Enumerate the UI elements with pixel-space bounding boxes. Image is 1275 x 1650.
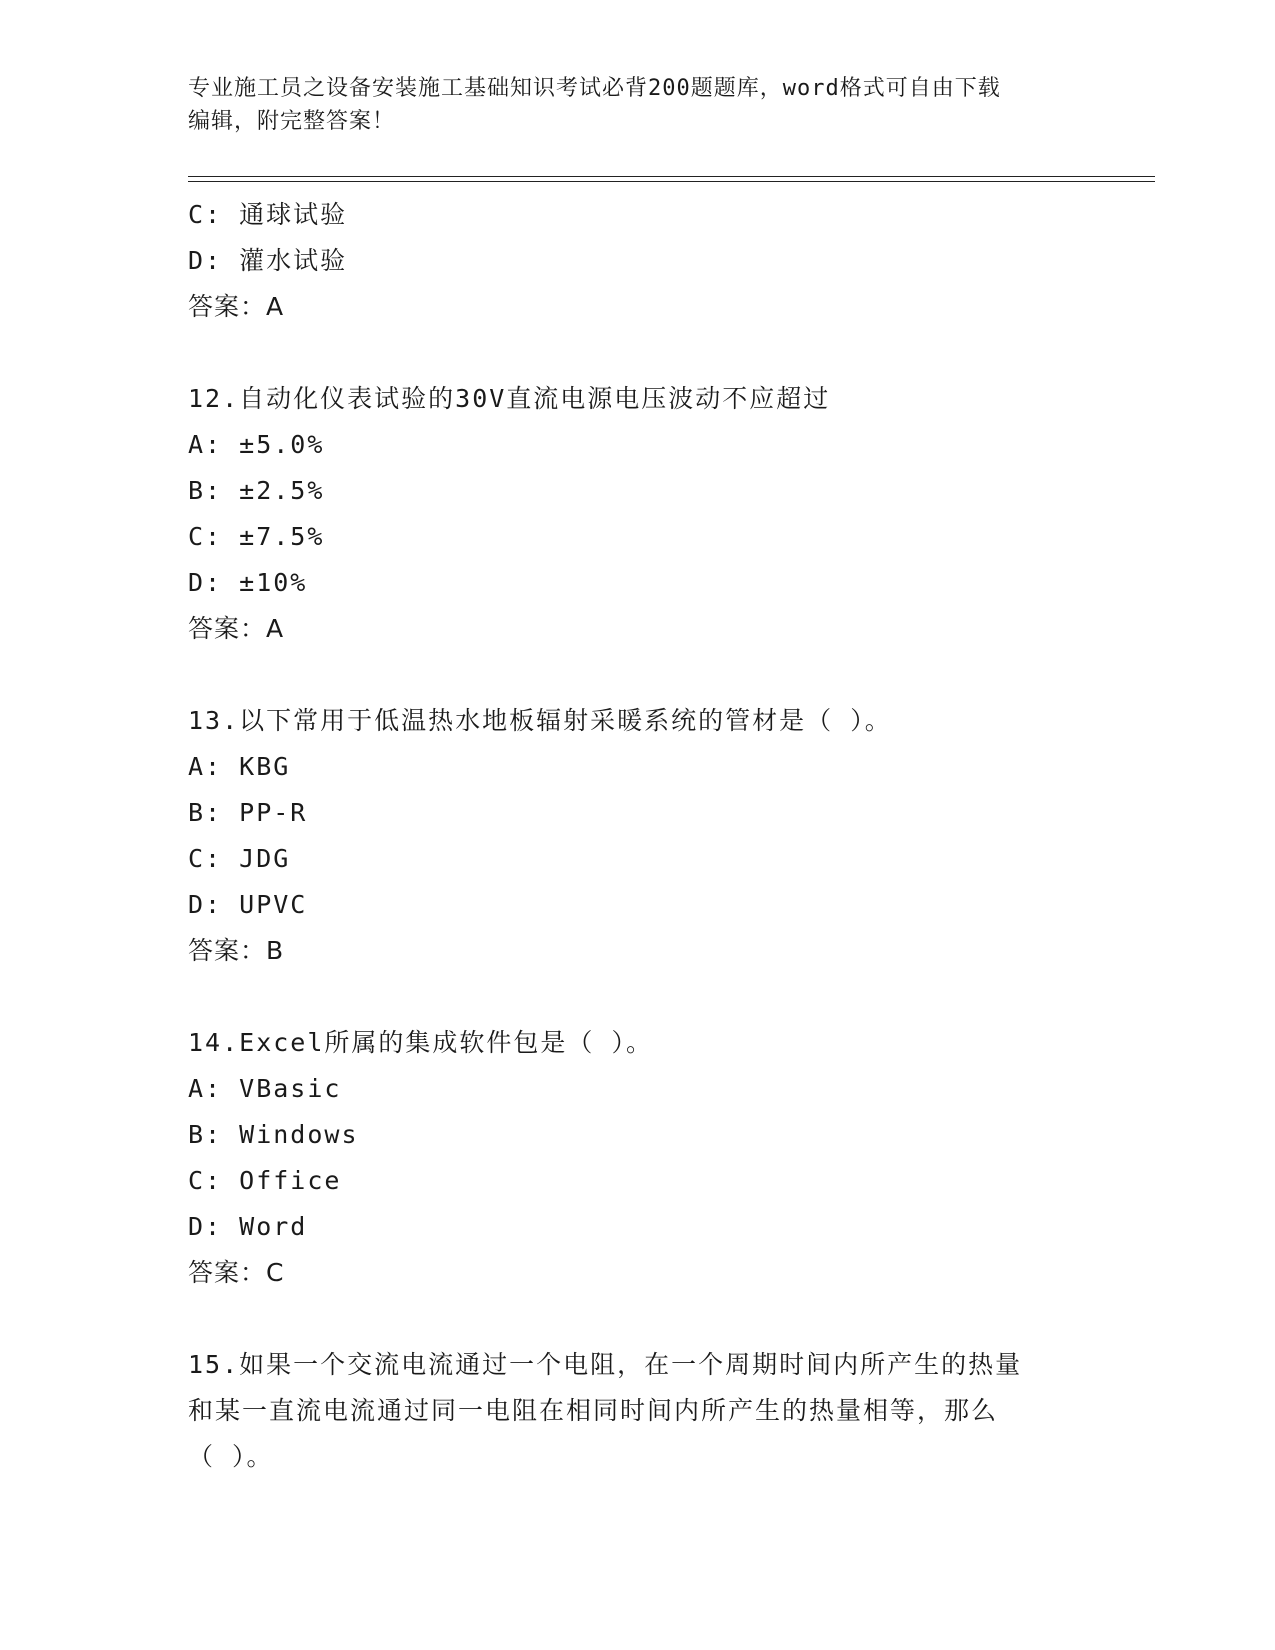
q12-option-d: D: ±10% bbox=[188, 568, 308, 597]
q11-answer: 答案：A bbox=[188, 292, 285, 321]
q13-option-c: C: JDG bbox=[188, 844, 291, 873]
q15-question-line-1: 15.如果一个交流电流通过一个电阻，在一个周期时间内所产生的热量 bbox=[188, 1350, 1023, 1379]
q14-question: 14.Excel所属的集成软件包是（ ）。 bbox=[188, 1028, 653, 1057]
q12-option-c: C: ±7.5% bbox=[188, 522, 325, 551]
q11-option-c: C: 通球试验 bbox=[188, 200, 348, 229]
header-divider-bottom bbox=[188, 181, 1155, 182]
spacer bbox=[188, 974, 1088, 1020]
question-list bbox=[188, 192, 1088, 1480]
spacer bbox=[188, 652, 1088, 698]
q12-answer: 答案：A bbox=[188, 614, 285, 643]
q12-option-a: A: ±5.0% bbox=[188, 430, 325, 459]
q11-option-d: D: 灌水试验 bbox=[188, 246, 348, 275]
spacer bbox=[188, 1296, 1088, 1342]
header-title-line-1: 专业施工员之设备安装施工基础知识考试必背200题题库，word格式可自由下载 bbox=[188, 76, 1001, 101]
q13-option-a: A: KBG bbox=[188, 752, 291, 781]
q15-question-line-2: 和某一直流电流通过同一电阻在相同时间内所产生的热量相等，那么 bbox=[188, 1396, 999, 1425]
document-header bbox=[188, 72, 1088, 138]
q12-option-b: B: ±2.5% bbox=[188, 476, 325, 505]
question-12 bbox=[188, 376, 1088, 652]
q13-question: 13.以下常用于低温热水地板辐射采暖系统的管材是（ ）。 bbox=[188, 706, 892, 735]
q15-question-line-3: （ ）。 bbox=[188, 1442, 274, 1471]
question-13 bbox=[188, 698, 1088, 974]
q14-option-d: D: Word bbox=[188, 1212, 308, 1241]
question-15 bbox=[188, 1342, 1088, 1480]
header-title-line-2: 编辑，附完整答案！ bbox=[188, 109, 396, 134]
question-14 bbox=[188, 1020, 1088, 1296]
question-11 bbox=[188, 192, 1088, 330]
header-divider-top bbox=[188, 176, 1155, 177]
q12-question: 12.自动化仪表试验的30V直流电源电压波动不应超过 bbox=[188, 384, 831, 413]
q13-answer: 答案：B bbox=[188, 936, 285, 965]
q14-option-b: B: Windows bbox=[188, 1120, 359, 1149]
q14-answer: 答案：C bbox=[188, 1258, 285, 1287]
spacer bbox=[188, 330, 1088, 376]
q14-option-a: A: VBasic bbox=[188, 1074, 342, 1103]
q14-option-c: C: Office bbox=[188, 1166, 342, 1195]
q13-option-b: B: PP-R bbox=[188, 798, 308, 827]
q13-option-d: D: UPVC bbox=[188, 890, 308, 919]
